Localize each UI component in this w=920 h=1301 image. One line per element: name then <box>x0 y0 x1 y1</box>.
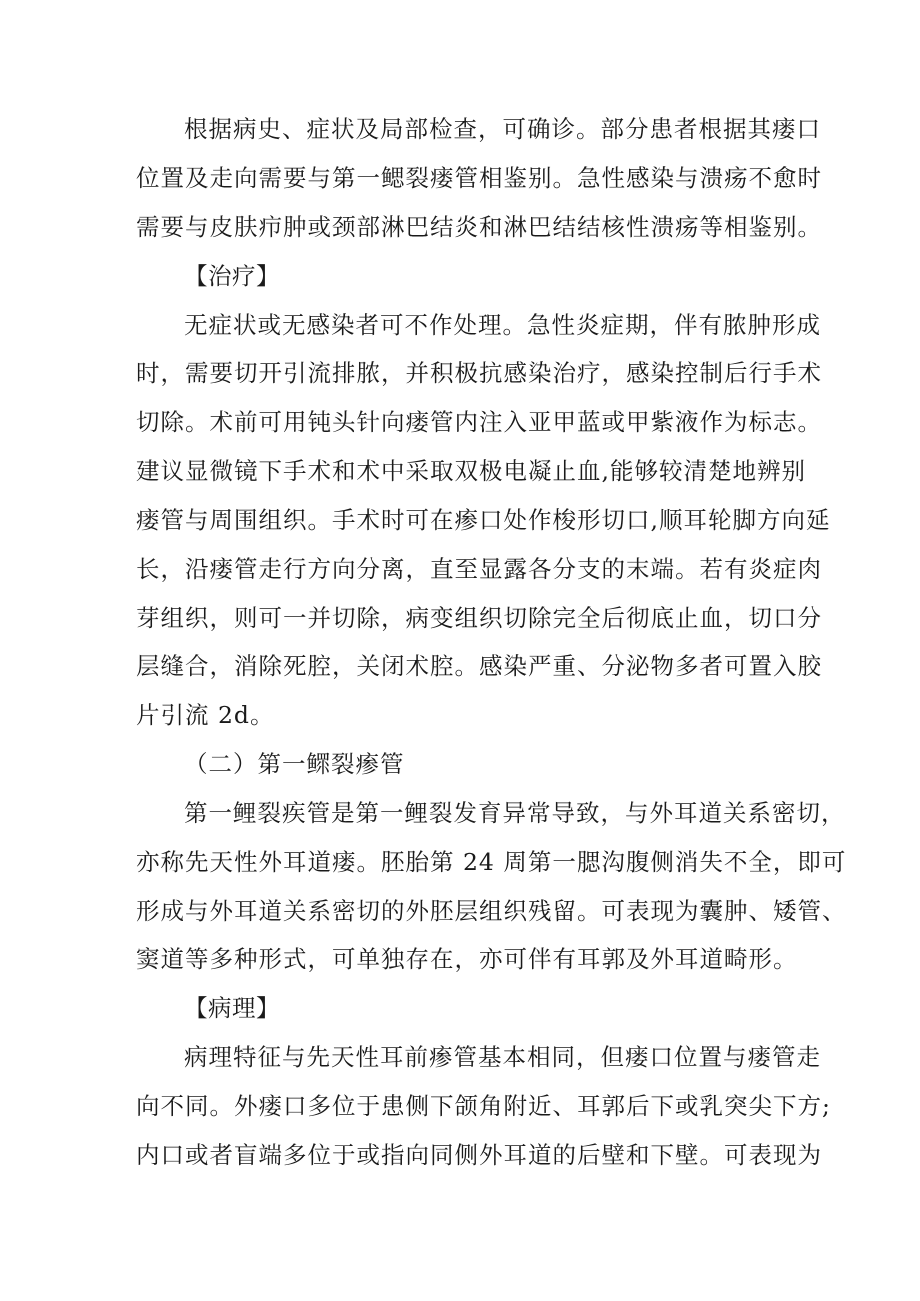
subsection-heading: （二）第一鳏裂瘆管 <box>184 750 405 778</box>
paragraph-line: 根据病史、症状及局部检查，可确诊。部分患者根据其瘘口 <box>184 115 821 143</box>
paragraph-line: 病理特征与先天性耳前瘆管基本相同，但瘘口位置与瘘管走 <box>184 1043 821 1071</box>
paragraph-line: 第一鲤裂疾管是第一鲤裂发育异常导致，与外耳道关系密切， <box>184 799 846 827</box>
paragraph-line: 位置及走向需要与第一鳃裂瘘管相鉴别。急性感染与溃疡不愈时 <box>136 164 822 192</box>
paragraph-line: 内口或者盲端多位于或指向同侧外耳道的后壁和下壁。可表现为 <box>136 1141 822 1169</box>
paragraph-line: 时，需要切开引流排脓，并积极抗感染治疗，感染控制后行手术 <box>136 359 822 387</box>
paragraph-line: 无症状或无感染者可不作处理。急性炎症期，伴有脓肿形成 <box>184 311 821 339</box>
paragraph-line: 亦称先天性外耳道瘘。胚胎第 24 周第一腮沟腹侧消失不全，即可 <box>136 848 847 876</box>
paragraph-line: 建议显微镜下手术和术中采取双极电凝止血,能够较清楚地辨别 <box>136 457 806 485</box>
section-heading-treatment: 【治疗】 <box>184 262 280 290</box>
paragraph-line: 片引流 2d。 <box>136 701 275 729</box>
paragraph-line: 形成与外耳道关系密切的外胚层组织残留。可表现为囊肿、矮管、 <box>136 897 847 925</box>
paragraph-line: 向不同。外瘘口多位于患侧下颌角附近、耳郭后下或乳突尖下方; <box>136 1092 831 1120</box>
paragraph-line: 层缝合，消除死腔，关闭术腔。感染严重、分泌物多者可置入胶 <box>136 652 822 680</box>
paragraph-line: 需要与皮肤疖肿或颈部淋巴结炎和淋巴结结核性溃疡等相鉴别。 <box>136 213 822 241</box>
paragraph-line: 长，沿瘘管走行方向分离，直至显露各分支的末端。若有炎症肉 <box>136 555 822 583</box>
section-heading-pathology: 【病理】 <box>184 994 280 1022</box>
paragraph-line: 芽组织，则可一并切除，病变组织切除完全后彻底止血，切口分 <box>136 604 822 632</box>
paragraph-line: 切除。术前可用钝头针向瘘管内注入亚甲蓝或甲紫液作为标志。 <box>136 408 822 436</box>
paragraph-line: 窦道等多种形式，可单独存在，亦可伴有耳郭及外耳道畸形。 <box>136 945 798 973</box>
paragraph-line: 瘘管与周围组织。手术时可在瘆口处作梭形切口,顺耳轮脚方向延 <box>136 506 831 534</box>
